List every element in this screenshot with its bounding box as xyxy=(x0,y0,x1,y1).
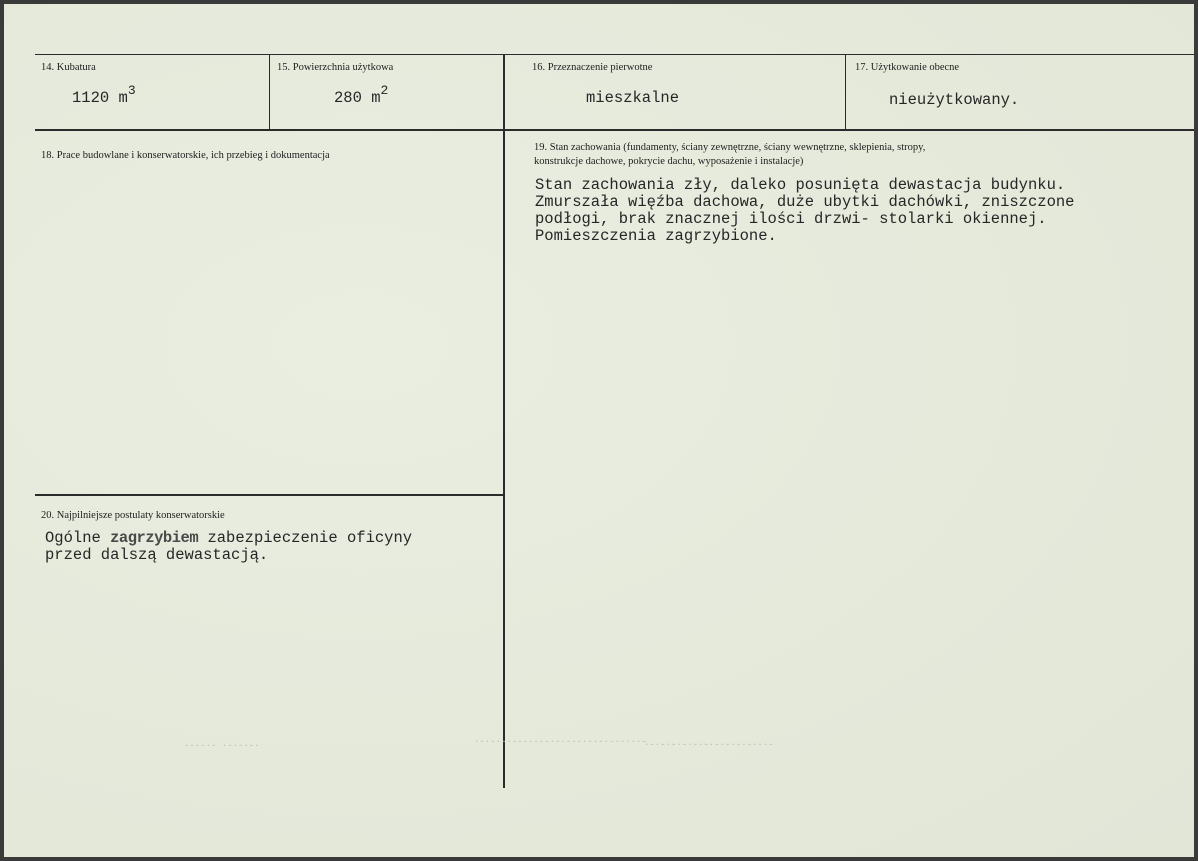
main-col-divider xyxy=(503,54,505,788)
field19-line-2: Zmurszała więźba dachowa, duże ubytki dachówki, zniszczone xyxy=(535,193,1075,211)
field15-label: 15. Powierzchnia użytkowa xyxy=(277,62,394,73)
show-through-mark: ·-·-·-·-·-·-·-·-·-·-·-·- xyxy=(644,740,774,750)
field16-value: mieszkalne xyxy=(586,89,680,107)
col-divider-1 xyxy=(269,54,270,129)
show-through-mark: ·-·-·-·-·-·-·-·-·-·-·-·-·-·-·-·- xyxy=(474,737,647,747)
inventory-card xyxy=(4,4,1194,857)
field20-label: 20. Najpilniejsze postulaty konserwatorskie xyxy=(41,510,225,521)
field19-line-4: Pomieszczenia zagrzybione. xyxy=(535,227,777,245)
field15-superscript: 2 xyxy=(380,83,389,98)
field14-label: 14. Kubatura xyxy=(41,62,96,73)
row1-bottom-rule xyxy=(35,129,1194,131)
field19-line-1: Stan zachowania zły, daleko posunięta dewastacja budynku. xyxy=(535,176,1066,194)
field17-label: 17. Użytkowanie obecne xyxy=(855,62,960,73)
struck-out-word: zagrzybiem xyxy=(110,529,199,547)
field14-value: 1120 $m^3$ xyxy=(72,83,136,107)
field20-line-2: przed dalszą dewastacją. xyxy=(45,546,269,564)
field20-line-1: Ogólne zagrzybiem zabezpieczenie oficyny xyxy=(45,529,413,547)
top-rule xyxy=(35,54,1194,55)
field15-value: 280 $m^2$ xyxy=(334,83,389,107)
field18-label: 18. Prace budowlane i konserwatorskie, ich przebieg i dokumentacja xyxy=(41,150,330,161)
field19-label-line2: konstrukcje dachowe, pokrycie dachu, wyposażenie i instalacje) xyxy=(534,156,804,167)
show-through-mark: ·-·-·- ·-·-·-· xyxy=(184,741,260,751)
field19-line-3: podłogi, brak znacznej ilości drzwi- stolarki okiennej. xyxy=(535,210,1047,228)
field20-top-rule xyxy=(35,494,504,496)
col-divider-2 xyxy=(845,54,846,129)
field19-label-line1: 19. Stan zachowania (fundamenty, ściany zewnętrzne, ściany wewnętrzne, sklepienia, stropy, xyxy=(534,142,926,153)
field14-superscript: 3 xyxy=(127,83,136,98)
field17-value: nieużytkowany. xyxy=(889,91,1020,109)
field16-label: 16. Przeznaczenie pierwotne xyxy=(532,62,653,73)
